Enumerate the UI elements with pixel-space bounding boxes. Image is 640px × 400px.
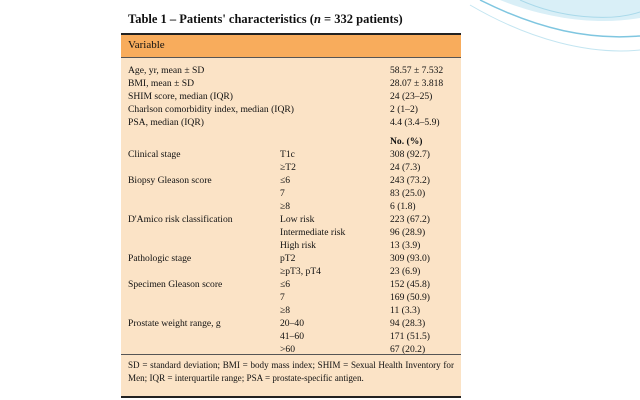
row-value: 23 (6.9)	[390, 266, 421, 277]
row-category: T1c	[280, 149, 295, 160]
table-row	[121, 331, 461, 344]
row-label: Pathologic stage	[128, 253, 192, 264]
table-row	[121, 162, 461, 175]
table-row	[121, 292, 461, 305]
table-footnote: SD = standard deviation; BMI = body mass index; SHIM = Sexual Health Inventory for Men; IQR = interquartile range; PSA = prostate-specific antigen.	[128, 360, 454, 383]
table-title: Table 1 – Patients' characteristics (n = 332 patients)	[128, 12, 403, 26]
column-header-variable: Variable	[128, 39, 165, 51]
row-value: 152 (45.8)	[390, 279, 430, 290]
row-label: D'Amico risk classification	[128, 214, 233, 225]
table-header	[121, 35, 461, 58]
footnote-divider	[121, 354, 461, 355]
row-value: 28.07 ± 3.818	[390, 78, 444, 89]
row-value: 308 (92.7)	[390, 149, 430, 160]
row-label: Biopsy Gleason score	[128, 175, 212, 186]
row-value: 11 (3.3)	[390, 305, 421, 316]
row-value: 309 (93.0)	[390, 253, 430, 264]
row-value: 223 (67.2)	[390, 214, 430, 225]
row-label: PSA, median (IQR)	[128, 117, 204, 128]
table-row	[121, 175, 461, 188]
row-category: ≥pT3, pT4	[280, 266, 321, 277]
table-row	[121, 266, 461, 279]
row-label: Specimen Gleason score	[128, 279, 223, 290]
row-category: ≤6	[280, 279, 291, 290]
patients-characteristics-table	[121, 33, 461, 398]
row-label: Charlson comorbidity index, median (IQR)	[128, 104, 294, 115]
row-value: No. (%)	[390, 136, 423, 147]
row-value: 169 (50.9)	[390, 292, 430, 303]
row-category: ≥T2	[280, 162, 296, 173]
row-category: ≤6	[280, 175, 291, 186]
table-row	[121, 136, 461, 149]
row-value: 6 (1.8)	[390, 201, 416, 212]
row-label: SHIM score, median (IQR)	[128, 91, 233, 102]
row-value: 24 (7.3)	[390, 162, 421, 173]
row-value: 2 (1–2)	[390, 104, 418, 115]
row-value: 94 (28.3)	[390, 318, 426, 329]
row-value: 243 (73.2)	[390, 175, 430, 186]
row-label: BMI, mean ± SD	[128, 78, 195, 89]
row-category: 20–40	[280, 318, 304, 329]
slide-decoration-swoosh	[460, 0, 640, 70]
table-row	[121, 214, 461, 227]
row-label: Prostate weight range, g	[128, 318, 221, 329]
table-row	[121, 227, 461, 240]
table-row	[121, 253, 461, 266]
row-category: 41–60	[280, 331, 304, 342]
table-row	[121, 117, 461, 130]
table-row	[121, 279, 461, 292]
row-value: 4.4 (3.4–5.9)	[390, 117, 440, 128]
row-value: 13 (3.9)	[390, 240, 421, 251]
row-category: High risk	[280, 240, 316, 251]
table-row	[121, 149, 461, 162]
row-category: pT2	[280, 253, 296, 264]
row-value: 24 (23–25)	[390, 91, 433, 102]
table-row	[121, 240, 461, 253]
row-category: >60	[280, 344, 296, 355]
table-row	[121, 318, 461, 331]
row-category: Low risk	[280, 214, 315, 225]
row-category: 7	[280, 188, 285, 199]
row-value: 96 (28.9)	[390, 227, 426, 238]
row-label: Clinical stage	[128, 149, 181, 160]
row-category: 7	[280, 292, 285, 303]
table-row	[121, 65, 461, 78]
table-row	[121, 305, 461, 318]
row-category: ≥8	[280, 201, 291, 212]
table-row	[121, 91, 461, 104]
table-row	[121, 78, 461, 91]
row-value: 171 (51.5)	[390, 331, 430, 342]
row-category: Intermediate risk	[280, 227, 346, 238]
table-row	[121, 104, 461, 117]
table-row	[121, 344, 461, 357]
row-value: 58.57 ± 7.532	[390, 65, 444, 76]
row-value: 83 (25.0)	[390, 188, 426, 199]
table-row	[121, 188, 461, 201]
row-label: Age, yr, mean ± SD	[128, 65, 205, 76]
row-value: 67 (20.2)	[390, 344, 426, 355]
table-row	[121, 201, 461, 214]
row-category: ≥8	[280, 305, 291, 316]
